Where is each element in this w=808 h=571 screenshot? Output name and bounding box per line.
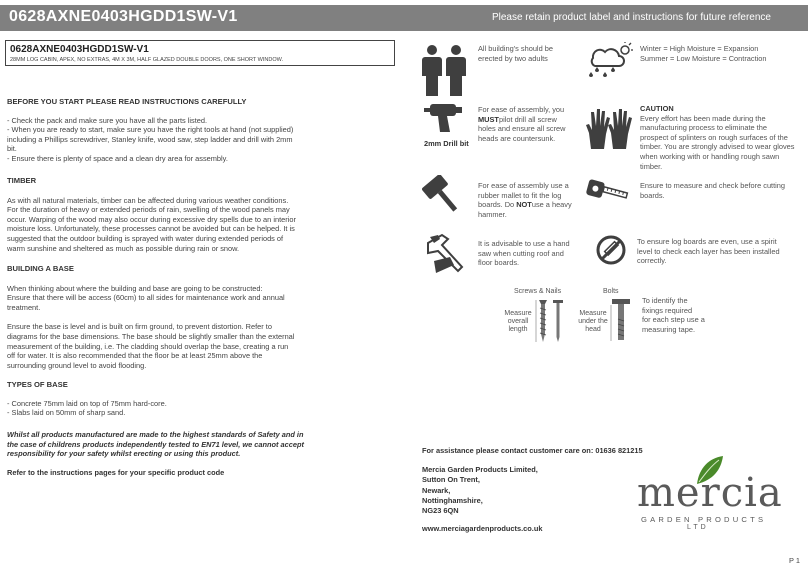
types-body: - Concrete 75mm laid on top of 75mm hard-core. - Slabs laid on 50mm of sharp sand. [7,398,167,418]
website-link[interactable]: www.merciagardenproducts.co.uk [422,524,543,533]
company-address [422,465,538,516]
fixings-tip: To identify the fixings required for each step use a measuring tape. [642,296,705,334]
mallet-icon [422,175,462,217]
product-code: 0628AXNE0403HGDD1SW-V1 [10,44,149,55]
measure-tip: Ensure to measure and check before cutting boards. [640,181,786,200]
saw-tip: It is advisable to use a hand saw when cutting roof and floor boards. [478,239,570,268]
drill-tip-post: pilot drill all screw holes and ensure all screw heads are countersunk. [478,114,566,143]
timber-heading: TIMBER [7,176,37,185]
caution-block [640,104,794,171]
gloves-icon [585,105,633,153]
caution-body: Every effort has been made during the manufacturing process to eliminate the prospect of splinters on rough surfaces of the timber. You are strongly advised to wear gloves when working with or handling rough sawn timber. [640,113,795,171]
mallet-tip [478,181,572,219]
timber-section [7,176,307,253]
address-town: Newark, [422,485,451,495]
bolt-icon [610,297,632,343]
company-name: Mercia Garden Products Limited, [422,465,538,474]
screw-icon [533,298,549,344]
mallet-tip-pre: For ease of assembly use a rubber mallet to fit the log boards. Do [478,181,569,210]
logo-subtitle: GARDEN PRODUCTS [641,515,767,524]
address-county: Nottinghamshire, [422,495,483,505]
people-icon [420,44,468,98]
address-street: Sutton On Trent, [422,475,480,485]
refer-note: Refer to the instructions pages for your specific product code [7,467,225,477]
caution-heading: CAUTION [640,104,674,113]
screws-label: Screws & Nails [514,288,562,295]
base-body-access: When thinking about where the building and base are going to be constructed: Ensure that there will be access (60cm) to all sides for maintenance work and annual treatment. [7,283,285,312]
logo-wordmark: mercia [637,470,783,516]
drill-tip-must: MUST [478,114,499,124]
mallet-tip-post: use a heavy hammer. [478,200,572,219]
nail-icon [552,298,564,344]
logo-ltd: LTD [687,524,709,531]
mallet-tip-not: NOT [516,200,532,210]
page-number: P 1 [789,556,800,565]
timber-body: As with all natural materials, timber can be affected during various weather conditions. For the duration of heavy or extended periods of rain, swelling of the wood panels may occur. Warping of the wood may also occur during excessive dry spells due to an interior moisture loss. Unfortunately, these processes cannot be avoided but can be helped. It is suggested that the outdoor building is sprayed with water during extended periods of warm sunshine and sheltered as much as possible during rain or snow. [7,195,296,253]
types-heading: TYPES OF BASE [7,380,68,389]
measure-head-label: Measure under the head [578,310,608,333]
assistance-line: For assistance please contact customer care on: 01636 821215 [422,446,643,455]
base-heading: BUILDING A BASE [7,264,74,273]
address-postcode: NG23 6QN [422,506,459,516]
start-body: - Check the pack and make sure you have all the parts listed. - When you are ready to start, make sure you have the right tools at hand (not supplied) including a Phillips screwdriver, Stanley knife, wood saw, step ladder and drill with 2mm bit. - Ensure there is plenty of space and a clean dry area for assembly. [7,115,294,163]
product-description: 28MM LOG CABIN, APEX, NO EXTRAS, 4M X 3M, HALF GLAZED DOUBLE DOORS, ONE SHORT WINDOW. [10,57,284,63]
types-section [7,380,307,418]
weather-icon [585,42,633,78]
base-section [7,264,307,370]
safety-note: Whilst all products manufactured are made to the highest standards of Safety and in the case of childrens products independently tested to EN71 level, we cannot accept responsibility for your safety whilst erecting or using this product. [7,430,304,459]
retain-notice: Please retain product label and instructions for future reference [491,12,771,23]
no-level-icon [595,234,627,266]
drill-tip [478,105,566,143]
tape-measure-icon [585,178,631,206]
start-section [7,97,307,164]
drill-icon [424,102,464,136]
drill-caption: 2mm Drill bit [424,139,469,148]
drill-tip-pre: For ease of assembly, you [478,105,565,114]
header-product-code: 0628AXNE0403HGDD1SW-V1 [9,8,238,25]
safety-section [7,430,307,477]
bolts-label: Bolts [603,288,619,295]
start-heading: BEFORE YOU START PLEASE READ INSTRUCTIONS CAREFULLY [7,97,247,106]
two-people-tip: All building's should be erected by two adults [478,44,553,63]
weather-tip: Winter = High Moisture = Expansion Summer = Low Moisture = Contraction [640,44,767,63]
level-tip: To ensure log boards are even, use a spirit level to check each layer has been installed correctly. [637,237,780,266]
measure-length-label: Measure overall length [504,310,532,333]
base-body-level: Ensure the base is level and is built on firm ground, to prevent distortion. Refer to diagrams for the base dimensions. The base should be slightly smaller than the external measurement of the building, i.e. The cladding should overlap the base, creating a run off for water. It is also recommended that the floor be at least 25mm above the surrounding ground level to avoid flooding. [7,322,295,370]
header-bar [0,5,808,31]
product-label-box [5,40,395,66]
saw-icon [424,233,464,277]
